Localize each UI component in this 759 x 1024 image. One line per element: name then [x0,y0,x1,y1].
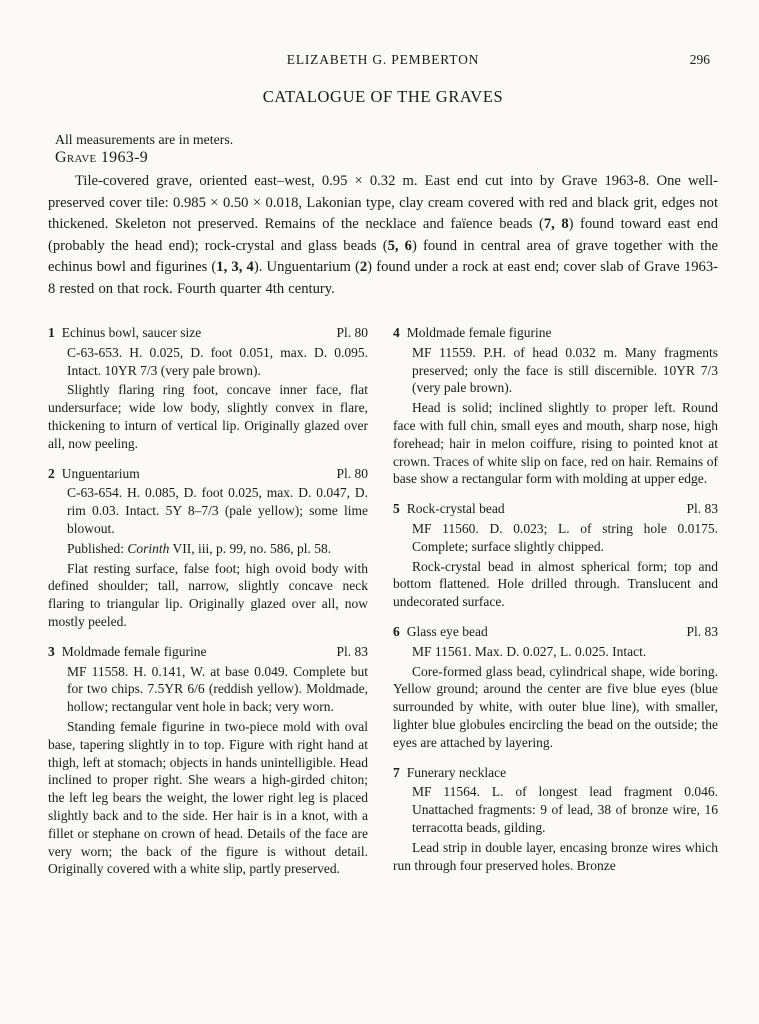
grave-intro-paragraph: Tile-covered grave, oriented east–west, 0.95 × 0.32 m. East end cut into by Grave 1963-8. One well-preserved cover tile: 0.985 × 0.50 × 0.018, Lakonian type, clay cream covered with red and black grit, edges not thickened. Skeleton not preserved. Remains of the necklace and faïence beads (7, 8) found toward east end (probably the head end); rock-crystal and glass beads (5, 6) found in central area of grave together with the echinus bowl and figurines (1, 3, 4). Unguentarium (2) found under a rock at east end; cover slab of Grave 1963-8 rested on that rock. Fourth quarter 4th century. [48,173,718,297]
entry-tombstone: MF 11561. Max. D. 0.027, L. 0.025. Intact. [412,643,647,659]
entry-description: Head is solid; inclined slightly to proper left. Round face with full chin, small eyes and mouth, sharp nose, high forehead; hair in melon coiffure, rising to pointed knot at crown. Traces of white slip on face, red on hair. Remains of base show a rectangular form with molding at upper edge. [393,400,718,487]
column-left [48,324,368,890]
catalogue-entry-1 [48,324,368,453]
entry-number: 7 [393,764,400,780]
entry-tombstone: MF 11560. D. 0.023; L. of string hole 0.0175. Complete; surface slightly chipped. [412,520,718,554]
entry-tombstone: MF 11564. L. of longest lead fragment 0.046. Unattached fragments: 9 of lead, 38 of bronze wire, 16 terracotta beads, gilding. [412,784,718,835]
entry-tombstone: C-63-653. H. 0.025, D. foot 0.051, max. D. 0.095. Intact. 10YR 7/3 (very pale brown). [67,344,368,378]
measurements-note: All measurements are in meters. [55,132,234,147]
entry-number: 2 [48,465,55,481]
entry-title: Glass eye bead [406,623,488,639]
entry-heading [393,764,718,782]
page-header [48,52,718,70]
plate-reference: Pl. 80 [336,465,368,481]
entry-title: Moldmade female figurine [61,643,207,659]
entry-title: Echinus bowl, saucer size [61,325,202,340]
entry-title: Moldmade female figurine [406,325,552,340]
entry-number: 1 [48,325,55,340]
entry-heading [393,500,718,518]
entry-description: Slightly flaring ring foot, concave inner face, flat undersurface; wide low body, slightly convex in flare, thickening to inturn of vertical lip. Originally glazed over all, now peeling. [48,382,368,451]
entry-title: Unguentarium [61,465,140,481]
catalogue-entry-6 [393,623,718,752]
entry-description: Lead strip in double layer, encasing bronze wires which run through four preserved holes. Bronze [393,839,718,873]
page-number: 296 [689,52,710,67]
entry-description: Standing female figurine in two-piece mold with oval base, tapering slightly in to top. Figure with right hand at thigh, left at stomach; objects in hands unintelligible. Head inclined to proper right. She wears a high-girded chiton; the left leg bears the weight, the lower right leg is placed slightly back and to the side. Her hair is in a knot, with a fillet or stephane on crown of head. Details of the face are very worn; the back of the figure is without detail. Originally covered with a white slip, partly preserved. [48,718,368,877]
entry-number: 6 [393,623,400,639]
plate-reference: Pl. 83 [686,623,718,639]
catalogue-entry-7 [393,764,718,875]
column-right [393,324,718,890]
entry-number: 3 [48,643,55,659]
entry-heading [393,623,718,641]
entry-heading [48,465,368,483]
entry-title: Funerary necklace [406,764,507,780]
entry-description: Core-formed glass bead, cylindrical shape, wide boring. Yellow ground; around the center are five blue eyes (blue surrounded by white, with outer blue line), with smaller, lighter blue globules encircling the bead on the outside; the eyes are attached by layering. [393,663,718,750]
plate-reference: Pl. 83 [336,643,368,659]
entry-tombstone: MF 11559. P.H. of head 0.032 m. Many fragments preserved; only the face is still discernible. 10YR 7/3 (very pale brown). [412,344,718,396]
entry-tombstone: C-63-654. H. 0.085, D. foot 0.025, max. D. 0.047, D. rim 0.03. Intact. 5Y 8–7/3 (pale yellow); some lime blowout. [67,485,368,536]
catalogue-entry-3 [48,643,368,878]
page-title: CATALOGUE OF THE GRAVES [262,87,504,106]
entry-description: Flat resting surface, false foot; high ovoid body with defined shoulder; tall, narrow, slightly concave neck flaring to triangular lip. Originally glazed over all, now mostly peeled. [48,560,368,629]
entry-tombstone: MF 11558. H. 0.141, W. at base 0.049. Complete but for two chips. 7.5YR 6/6 (reddish yellow). Moldmade, hollow; rectangular vent hole in back; very worn. [67,663,368,715]
plate-reference: Pl. 80 [336,325,368,340]
entry-number: 5 [393,501,400,517]
catalogue-entry-4 [393,324,718,488]
entry-title: Rock-crystal bead [406,501,505,517]
catalogue-entry-5 [393,500,718,611]
entry-heading [393,324,718,342]
plate-reference: Pl. 83 [686,501,718,517]
entry-heading [48,324,368,342]
grave-heading: Grave 1963-9 [55,149,149,166]
catalogue-columns [48,324,718,890]
entry-number: 4 [393,325,400,340]
running-head: ELIZABETH G. PEMBERTON [286,52,480,67]
catalogue-entry-2 [48,465,368,631]
entry-description: Rock-crystal bead in almost spherical form; top and bottom flattened. Hole drilled through. Translucent and undecorated surface. [393,558,718,610]
entry-published-line: Published: Corinth VII, iii, p. 99, no. 586, pl. 58. [67,540,332,556]
entry-heading [48,643,368,661]
